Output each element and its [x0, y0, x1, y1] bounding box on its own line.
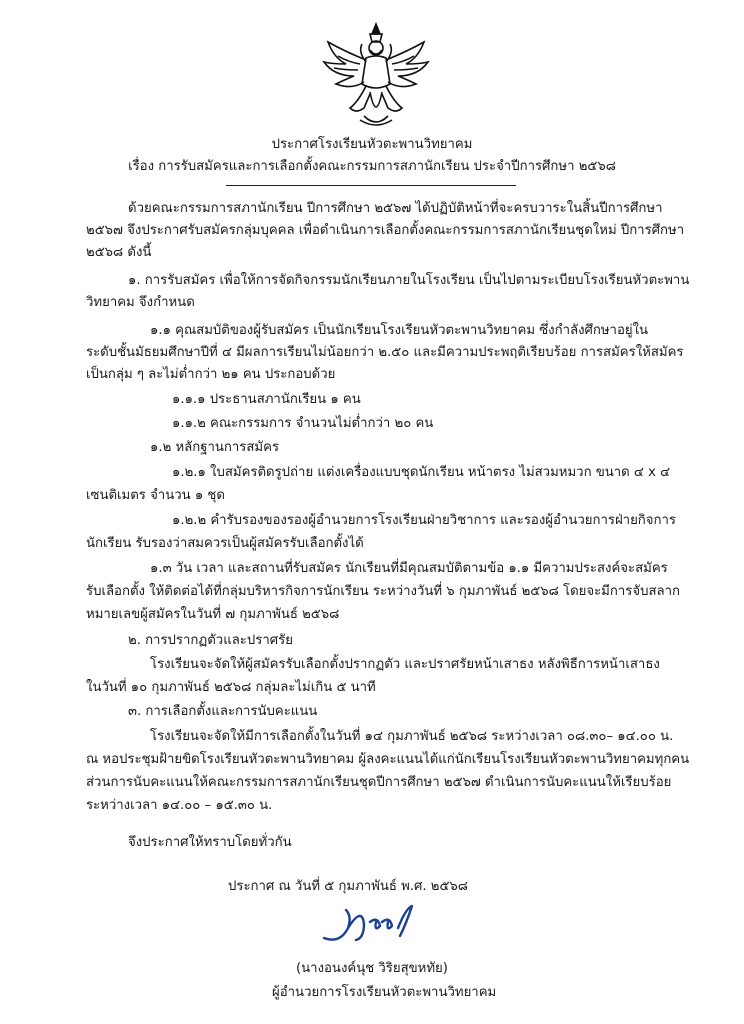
header-divider	[226, 185, 516, 186]
garuda-emblem-icon	[320, 22, 432, 130]
announcement-title: ประกาศโรงเรียนหัวตะพานวิทยาคม	[271, 137, 473, 152]
section-1-3-text: หมายเลขผู้สมัครในวันที่ ๗ กุมภาพันธ์ ๒๕๖๘	[86, 607, 340, 622]
section-1-heading: ๑. การรับสมัคร เพื่อให้การจัดกิจกรรมนักเรียนภายในโรงเรียน เป็นไปตามระเบียบโรงเรียนหัวตะพาน	[128, 273, 690, 288]
section-2-text: โรงเรียนจะจัดให้ผู้สมัครรับเลือกตั้งปรากฏตัว และปราศรัยหน้าเสาธง หลังพิธีการหน้าเสาธง	[150, 657, 660, 672]
section-1-1-2-text: ๑.๑.๒ คณะกรรมการ จำนวนไม่ต่ำกว่า ๒๐ คน	[172, 416, 434, 431]
section-1-3-text: รับเลือกตั้ง ให้ติดต่อได้ที่กลุ่มบริหารกิจการนักเรียน ระหว่างวันที่ ๖ กุมภาพันธ์ ๒๕๖๘ โดยจะมีการจับสลาก	[86, 584, 680, 599]
intro-line: ๒๕๖๗ จึงประกาศรับสมัครกลุ่มบุคคล เพื่อดำเนินการเลือกตั้งคณะกรรมการสภานักเรียนชุดใหม่ ปีการศึกษา	[86, 223, 685, 238]
section-3-heading: ๓. การเลือกตั้งและการนับคะแนน	[128, 704, 318, 719]
closing-text: จึงประกาศให้ทราบโดยทั่วกัน	[128, 835, 292, 850]
section-3-text: ณ หอประชุมฝ้ายขิดโรงเรียนหัวตะพานวิทยาคม ผู้ลงคะแนนได้แก่นักเรียนโรงเรียนหัวตะพานวิทยาคมทุกคน	[86, 752, 690, 767]
section-3-text: โรงเรียนจะจัดให้มีการเลือกตั้งในวันที่ ๑๔ กุมภาพันธ์ ๒๕๖๘ ระหว่างเวลา ๐๘.๓๐– ๑๔.๐๐ น.	[150, 729, 674, 744]
announcement-date: ประกาศ ณ วันที่ ๕ กุมภาพันธ์ พ.ศ. ๒๕๖๘	[228, 879, 468, 894]
intro-line: ๒๕๖๘ ดังนี้	[86, 245, 152, 260]
section-1-2-1-text: ๑.๒.๑ ใบสมัครติดรูปถ่าย แต่งเครื่องแบบชุดนักเรียน หน้าตรง ไม่สวมหมวก ขนาด ๔ x ๔	[172, 465, 671, 480]
section-1-1-1-text: ๑.๑.๑ ประธานสภานักเรียน ๑ คน	[172, 392, 361, 407]
section-3-text: ระหว่างเวลา ๑๔.๐๐ – ๑๕.๓๐ น.	[86, 798, 273, 813]
section-2-text: ในวันที่ ๑๐ กุมภาพันธ์ ๒๕๖๘ กลุ่มละไม่เกิน ๕ นาที	[86, 680, 376, 695]
section-1-text: วิทยาคม จึงกำหนด	[86, 295, 195, 310]
section-1-1-text: ๑.๑ คุณสมบัติของผู้รับสมัคร เป็นนักเรียนโรงเรียนหัวตะพานวิทยาคม ซึ่งกำลังศึกษาอยู่ใน	[150, 323, 649, 338]
signature-image	[318, 898, 422, 950]
section-1-2-2-text: นักเรียน รับรองว่าสมควรเป็นผู้สมัครรับเลือกตั้งได้	[86, 536, 364, 551]
section-1-2-2-text: ๑.๒.๒ คำรับรองของรองผู้อำนวยการโรงเรียนฝ่ายวิชาการ และรองผู้อำนวยการฝ่ายกิจการ	[172, 513, 676, 528]
section-1-1-text: เป็นกลุ่ม ๆ ละไม่ต่ำกว่า ๒๑ คน ประกอบด้วย	[86, 367, 336, 382]
announcement-subject: เรื่อง การรับสมัครและการเลือกตั้งคณะกรรมการสภานักเรียน ประจำปีการศึกษา ๒๕๖๘	[128, 159, 616, 174]
signer-name: (นางอนงค์นุช วิริยสุขหทัย)	[296, 961, 448, 976]
section-2-heading: ๒. การปรากฏตัวและปราศรัย	[128, 633, 293, 648]
section-1-3-text: ๑.๓ วัน เวลา และสถานที่รับสมัคร นักเรียนที่มีคุณสมบัติตามข้อ ๑.๑ มีความประสงค์จะสมัคร	[150, 561, 668, 576]
section-1-1-text: ระดับชั้นมัธยมศึกษาปีที่ ๔ มีผลการเรียนไม่น้อยกว่า ๒.๕๐ และมีความประพฤติเรียบร้อย การสมัครให้สมัคร	[86, 345, 684, 360]
signer-position: ผู้อำนวยการโรงเรียนหัวตะพานวิทยาคม	[272, 985, 497, 1000]
section-1-2-heading: ๑.๒ หลักฐานการสมัคร	[150, 440, 280, 455]
intro-line: ด้วยคณะกรรมการสภานักเรียน ปีการศึกษา ๒๕๖๗ ได้ปฏิบัติหน้าที่จะครบวาระในสิ้นปีการศึกษา	[128, 201, 663, 216]
section-1-2-1-text: เซนติเมตร จำนวน ๑ ชุด	[86, 488, 225, 503]
section-3-text: ส่วนการนับคะแนนให้คณะกรรมการสภานักเรียนชุดปีการศึกษา ๒๕๖๗ ดำเนินการนับคะแนนให้เรียบร้อย	[86, 775, 672, 790]
